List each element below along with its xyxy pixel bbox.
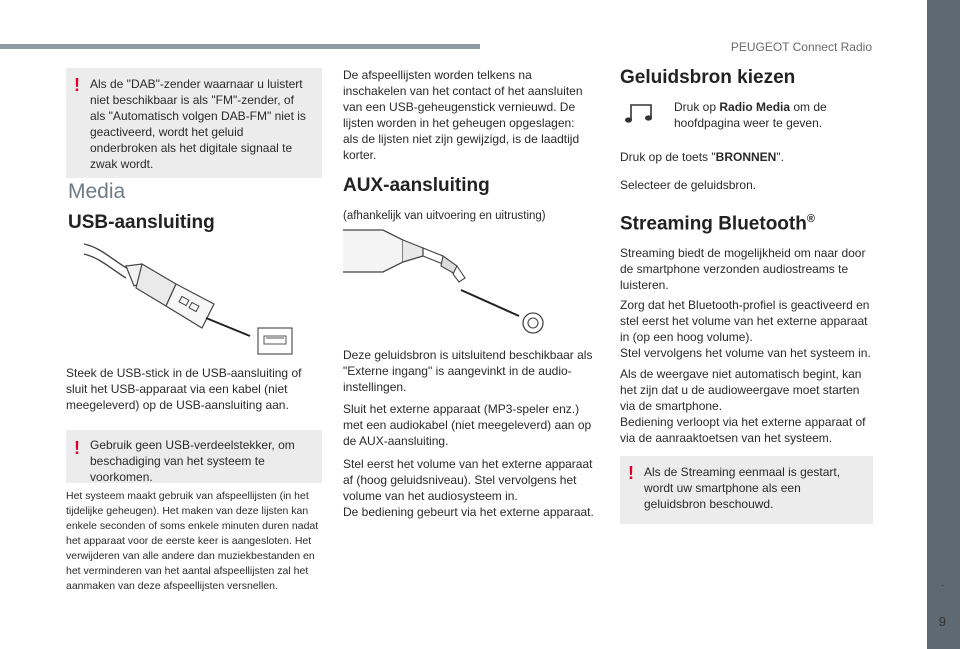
page-number: 9 — [938, 614, 946, 629]
bluetooth-text-2b: Stel vervolgens het volume van het systeem in. — [620, 346, 871, 360]
section-title-media: Media — [68, 180, 126, 203]
warning-box-dab — [66, 68, 322, 178]
heading-bluetooth: Streaming Bluetooth® — [620, 213, 815, 235]
source-step-1: Druk op Radio Media om de hoofdpagina weer te geven. — [674, 100, 827, 130]
bluetooth-text-3b: Bediening verloopt via het externe apparaat of via de aanraaktoetsen van het systeem. — [620, 415, 866, 445]
bluetooth-text-3a: Als de weergave niet automatisch begint, kan het zijn dat u de audioweergave moet starten via de smartphone. — [620, 367, 862, 413]
radio-media-label: Radio Media — [719, 100, 791, 114]
usb-connector-illustration — [82, 240, 298, 358]
aux-text-3b: De bediening gebeurt via het externe apparaat. — [343, 505, 594, 519]
source-step-3: Selecteer de geluidsbron. — [620, 178, 757, 192]
warning-icon: ! — [628, 463, 634, 483]
bluetooth-text-2a: Zorg dat het Bluetooth-profiel is geactiveerd en stel eerst het volume van het externe apparaat in (op een hoog volume). — [620, 298, 870, 344]
warning-icon: ! — [74, 75, 80, 95]
bronnen-label: BRONNEN — [715, 150, 777, 164]
aux-availability-note: (afhankelijk van uitvoering en uitrusting) — [343, 210, 546, 222]
heading-usb: USB-aansluiting — [68, 212, 215, 233]
registered-mark: ® — [806, 213, 815, 225]
heading-aux: AUX-aansluiting — [343, 175, 490, 196]
warning-box-streaming — [620, 456, 873, 524]
warning-box-usb-hub — [66, 430, 322, 483]
running-header: PEUGEOT Connect Radio — [730, 40, 872, 54]
top-rule — [0, 44, 480, 49]
warning-text: Gebruik geen USB-verdeelstekker, om beschadiging van het systeem te voorkomen. — [90, 438, 295, 484]
source-step-2: Druk op de toets "BRONNEN". — [620, 150, 784, 164]
aux-text-2: Sluit het externe apparaat (MP3-speler enz.) met een audiokabel (niet meegeleverd) aan op de AUX-aansluiting. — [343, 402, 592, 448]
right-edge-band — [927, 0, 960, 649]
usb-instruction: Steek de USB-stick in de USB-aansluiting of sluit het USB-apparaat via een kabel (niet meegeleverd) op de USB-aansluiting aan. — [66, 366, 302, 412]
aux-text-1: Deze geluidsbron is uitsluitend beschikbaar als "Externe ingang" is aangevinkt in de audio-instellingen. — [343, 348, 593, 394]
playlist-refresh-text: De afspeellijsten worden telkens na inschakelen van het contact of het aansluiten van een USB-geheugenstick vernieuwd. De lijsten worden in het geheugen opgeslagen: als de lijsten niet zijn gewijzigd, is de laadtijd korter. — [343, 68, 583, 162]
music-note-icon — [624, 102, 658, 124]
heading-source: Geluidsbron kiezen — [620, 67, 796, 88]
warning-text: Als de "DAB"-zender waarnaar u luistert niet beschikbaar is als "FM"-zender, of als "Automatisch volgen DAB-FM" niet is geactiveerd, wordt het geluid onderbroken als het digitale signaal te zwak wordt. — [90, 77, 306, 171]
aux-text-3a: Stel eerst het volume van het externe apparaat af (hoog geluidsniveau). Stel vervolgens het volume van het audiosysteem in. — [343, 457, 593, 503]
warning-text: Als de Streaming eenmaal is gestart, wordt uw smartphone als een geluidsbron beschouwd. — [644, 465, 841, 511]
continuation-marker: . — [941, 578, 944, 589]
warning-icon: ! — [74, 438, 80, 458]
playlist-note: Het systeem maakt gebruik van afspeellijsten (in het tijdelijke geheugen). Het maken van deze lijsten kan enkele seconden of soms enkele minuten duren nadat het apparaat voor de eerste keer is aangesloten. Het verwijderen van alle andere dan muziekbestanden en het verminderen van het aantal afspeellijsten zal het aanmaken van deze afspeellijsten versnellen. — [66, 490, 319, 592]
bluetooth-text-1: Streaming biedt de mogelijkheid om naar door de smartphone verzonden audiostreams te luisteren. — [620, 246, 866, 292]
aux-jack-illustration — [343, 226, 553, 338]
